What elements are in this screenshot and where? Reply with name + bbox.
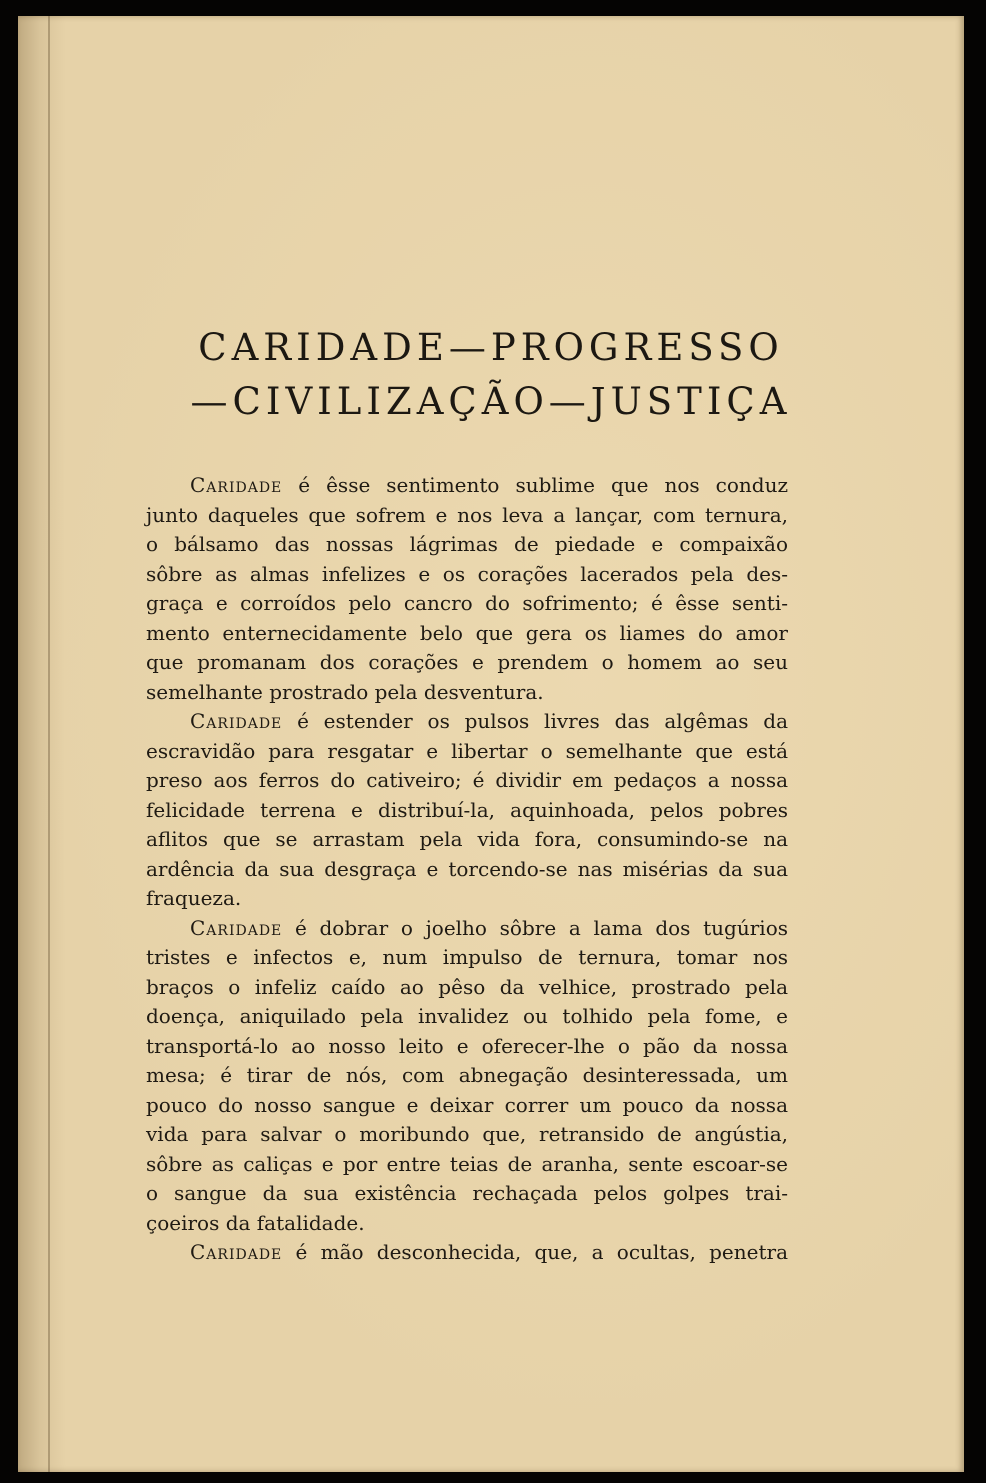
text-line <box>146 501 788 531</box>
text-line <box>146 471 788 501</box>
line-text: preso aos ferros do cativeiro; é dividir em pedaços a nossa <box>146 768 788 792</box>
text-line <box>146 766 788 796</box>
text-line <box>146 884 788 914</box>
line-text: é mão desconhecida, que, a ocultas, penetra <box>295 1240 789 1264</box>
line-text: sôbre as almas infelizes e os corações lacerados pela des- <box>146 561 788 586</box>
text-line <box>146 1061 788 1091</box>
text-line <box>146 707 788 737</box>
line-text: escravidão para resgatar e libertar o semelhante que está <box>146 738 788 763</box>
body-text <box>146 471 788 1268</box>
line-text: felicidade terrena e distribuí-la, aquinhoada, pelos pobres <box>146 797 788 822</box>
book-page <box>18 16 964 1472</box>
line-text: semelhante prostrado pela desventura. <box>146 679 544 704</box>
line-text: fraqueza. <box>146 886 242 910</box>
lead-word: Caridade <box>190 709 283 733</box>
page-gutter <box>48 16 50 1472</box>
lead-word: Caridade <box>190 1240 283 1264</box>
line-text: que promanam dos corações e prendem o homem ao seu <box>146 650 788 674</box>
text-line <box>146 678 788 708</box>
chapter-title-line-1: CARIDADE—PROGRESSO <box>198 325 784 369</box>
line-text: é dobrar o joelho sôbre a lama dos tugúrios <box>294 915 788 940</box>
line-text: mento enternecidamente belo que gera os liames do amor <box>146 620 788 645</box>
paragraph <box>146 471 788 707</box>
text-line <box>146 914 788 944</box>
line-text: o bálsamo das nossas lágrimas de piedade e compaixão <box>146 532 788 556</box>
line-text: transportá-lo ao nosso leito e oferecer-lhe o pão da nossa <box>146 1033 788 1058</box>
line-text: braços o infeliz caído ao pêso da velhice, prostrado pela <box>146 974 788 999</box>
paragraph <box>146 1238 788 1268</box>
line-text: doença, aniquilado pela invalidez ou tolhido pela fome, e <box>146 1004 788 1028</box>
line-text: o sangue da sua existência rechaçada pelos golpes trai- <box>146 1181 788 1205</box>
line-text: vida para salvar o moribundo que, retransido de angústia, <box>146 1122 788 1146</box>
text-line <box>146 855 788 885</box>
line-text: é êsse sentimento sublime que nos conduz <box>298 473 788 497</box>
text-line <box>146 1002 788 1032</box>
line-text: tristes e infectos e, num impulso de ternura, tomar nos <box>146 945 788 969</box>
chapter-title <box>18 321 964 429</box>
line-text: graça e corroídos pelo cancro do sofrimento; é êsse senti- <box>146 591 788 615</box>
text-line <box>146 943 788 973</box>
text-line <box>146 619 788 649</box>
text-line <box>146 796 788 826</box>
text-line <box>146 1091 788 1121</box>
paragraph <box>146 707 788 914</box>
text-line <box>146 973 788 1003</box>
line-text: mesa; é tirar de nós, com abnegação desinteressada, um <box>146 1063 788 1087</box>
text-line <box>146 1209 788 1239</box>
line-text: é estender os pulsos livres das algêmas da <box>297 709 788 733</box>
chapter-title-line-2: —CIVILIZAÇÃO—JUSTIÇA <box>190 379 792 423</box>
line-text: sôbre as caliças e por entre teias de aranha, sente escoar-se <box>146 1151 788 1176</box>
line-text: çoeiros da fatalidade. <box>146 1210 365 1235</box>
text-line <box>146 737 788 767</box>
line-text: pouco do nosso sangue e deixar correr um pouco da nossa <box>146 1092 788 1117</box>
line-text: junto daqueles que sofrem e nos leva a lançar, com ternura, <box>146 502 788 527</box>
lead-word: Caridade <box>190 473 283 497</box>
text-line <box>146 560 788 590</box>
text-line <box>146 825 788 855</box>
text-line <box>146 1179 788 1209</box>
text-line <box>146 648 788 678</box>
text-line <box>146 1150 788 1180</box>
text-line <box>146 589 788 619</box>
line-text: aflitos que se arrastam pela vida fora, consumindo-se na <box>146 827 788 851</box>
text-line <box>146 1120 788 1150</box>
text-line <box>146 530 788 560</box>
paragraph <box>146 914 788 1239</box>
text-line <box>146 1238 788 1268</box>
line-text: ardência da sua desgraça e torcendo-se nas misérias da sua <box>146 856 788 881</box>
text-line <box>146 1032 788 1062</box>
lead-word: Caridade <box>190 915 283 940</box>
